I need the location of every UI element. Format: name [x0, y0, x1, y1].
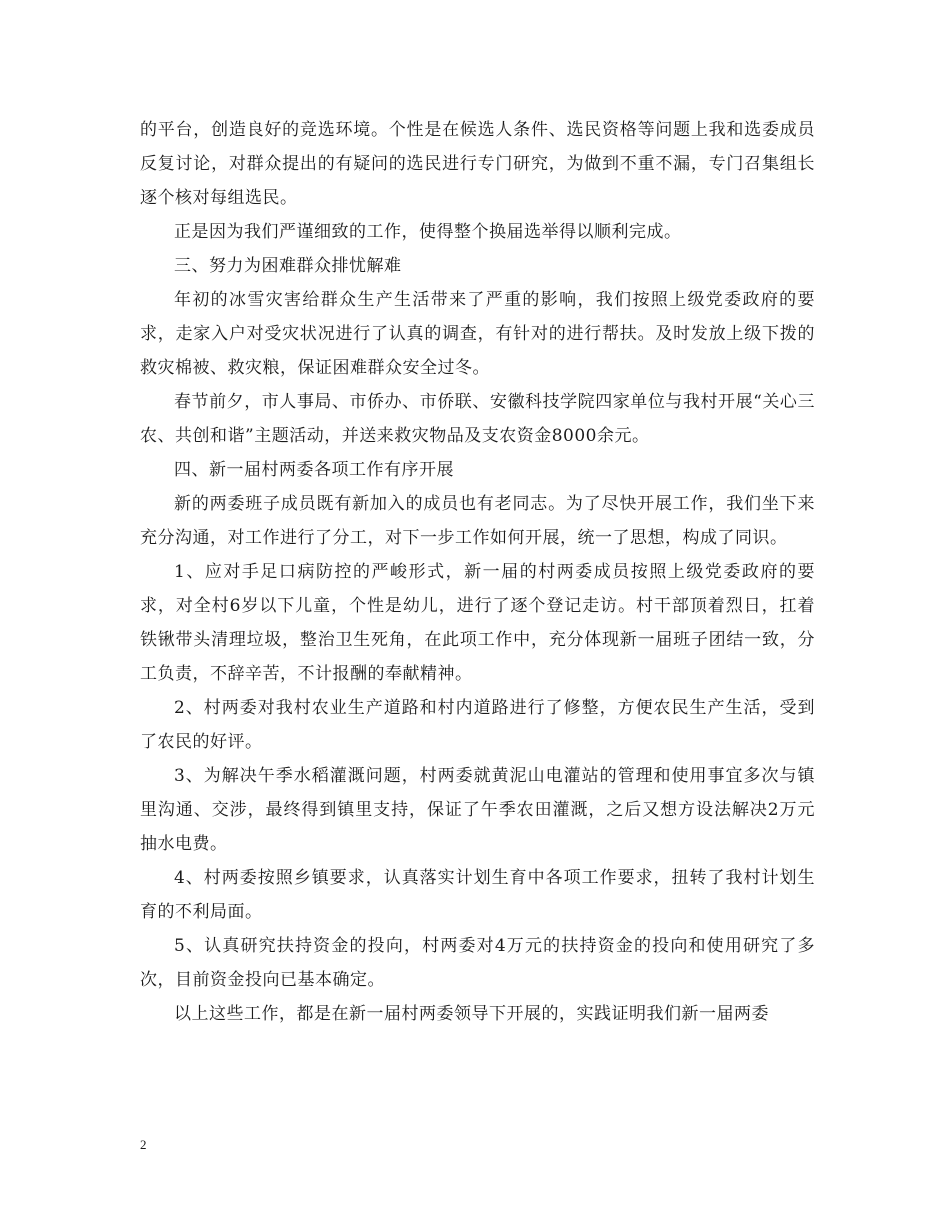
paragraph-13: 以上这些工作，都是在新一届村两委领导下开展的，实践证明我们新一届两委 — [174, 1004, 769, 1024]
list-item-4: 4、村两委按照乡镇要求，认真落实计划生育中各项工作要求，扭转了我村计划生育的不利局面。 — [140, 868, 815, 922]
page-number: 2 — [140, 1137, 147, 1152]
list-item-3: 3、为解决午季水稻灌溉问题，村两委就黄泥山电灌站的管理和使用事宜多次与镇里沟通、交涉，最终得到镇里支持，保证了午季农田灌溉，之后又想方设法解决2万元抽水电费。 — [140, 766, 815, 854]
paragraph-1: 的平台，创造良好的竞选环境。个性是在候选人条件、选民资格等问题上我和选委成员反复讨论，对群众提出的有疑问的选民进行专门研究，为做到不重不漏，专门召集组长逐个核对每组选民。 — [140, 120, 815, 208]
list-item-5: 5、认真研究扶持资金的投向，村两委对4万元的扶持资金的投向和使用研究了多次，目前资金投向已基本确定。 — [140, 936, 815, 990]
paragraph-7: 新的两委班子成员既有新加入的成员也有老同志。为了尽快开展工作，我们坐下来充分沟通，对工作进行了分工，对下一步工作如何开展，统一了思想，构成了同识。 — [140, 494, 815, 548]
section-heading-3: 三、努力为困难群众排忧解难 — [174, 256, 402, 276]
paragraph-5: 春节前夕，市人事局、市侨办、市侨联、安徽科技学院四家单位与我村开展“关心三农、共创和谐”主题活动，并送来救灾物品及支农资金8000余元。 — [140, 392, 815, 446]
paragraph-2: 正是因为我们严谨细致的工作，使得整个换届选举得以顺利完成。 — [174, 222, 682, 242]
list-item-1: 1、应对手足口病防控的严峻形式，新一届的村两委成员按照上级党委政府的要求，对全村6岁以下儿童，个性是幼儿，进行了逐个登记走访。村干部顶着烈日，扛着铁锹带头清理垃圾，整治卫生死角，在此项工作中，充分体现新一届班子团结一致，分工负责，不辞辛苦，不计报酬的奉献精神。 — [140, 562, 815, 684]
section-heading-4: 四、新一届村两委各项工作有序开展 — [174, 460, 454, 480]
document-body — [140, 113, 815, 1031]
paragraph-4: 年初的冰雪灾害给群众生产生活带来了严重的影响，我们按照上级党委政府的要求，走家入户对受灾状况进行了认真的调查，有针对的进行帮扶。及时发放上级下拨的救灾棉被、救灾粮，保证困难群众安全过冬。 — [140, 290, 815, 378]
list-item-2: 2、村两委对我村农业生产道路和村内道路进行了修整，方便农民生产生活，受到了农民的好评。 — [140, 698, 815, 752]
